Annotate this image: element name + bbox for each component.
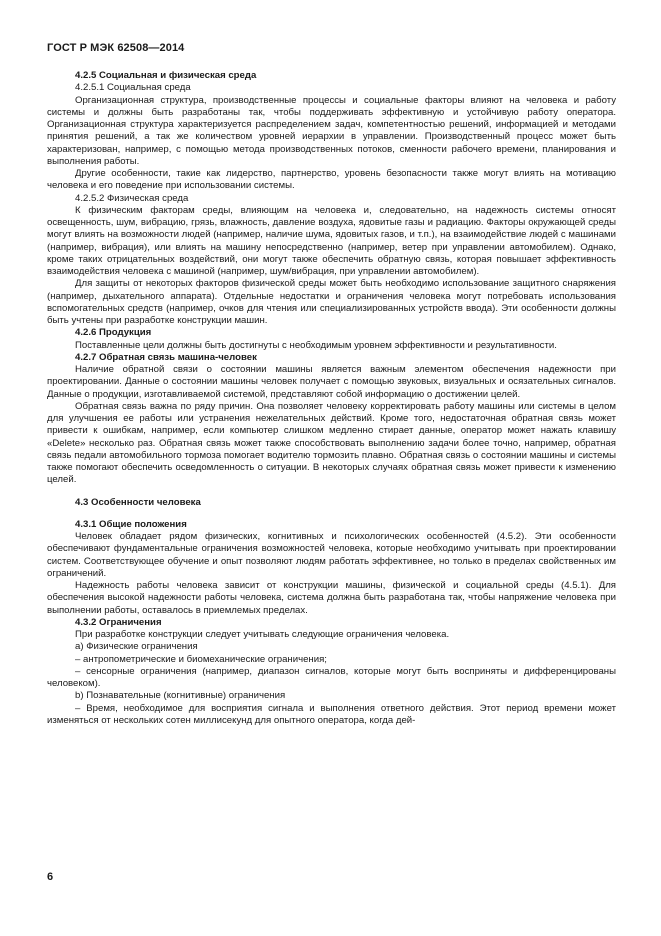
body-paragraph: Для защиты от некоторых факторов физической среды может быть необходимо использование защитного снаряжения (например, дыхательного аппарата). Отдельные недостатки и ограничения человека могут потребовать использования вспомогательных средств (например, очков для чтения или специализированных устройств ввода). Эти особенности должны быть учтены при разработке конструкции машин.	[47, 278, 616, 326]
body-paragraph: Человек обладает рядом физических, когнитивных и психологических особенностей (4.5.2). Эти особенности обеспечивают фундаментальные ограничения возможностей человека, которые необходимо учитывать при проектировании систем. Соответствующее обучение и опыт позволяют людям работать эффективнее, но только в пределах свойственных им ограничений.	[47, 531, 616, 579]
body-paragraph: – сенсорные ограничения (например, диапазон сигналов, которые могут быть восприняты и дифференцированы человеком).	[47, 665, 616, 689]
section-heading: 4.2.5 Социальная и физическая среда	[75, 70, 257, 81]
subsection-line: 4.2.5.1 Социальная среда	[75, 82, 191, 94]
body-paragraph: Наличие обратной связи о состоянии машины является важным элементом обеспечения надежности при проектировании. Данные о состоянии машины человек получает с помощью звуковых, визуальных и осязательных сигналов. Данные о продукции, изготавливаемой системой, представляют собой информацию о достижении целей.	[47, 364, 616, 400]
section-heading: 4.3.1 Общие положения	[75, 518, 187, 530]
body-paragraph: При разработке конструкции следует учитывать следующие ограничения человека.	[75, 629, 450, 640]
body-paragraph: Надежность работы человека зависит от конструкции машины, физической и социальной среды (4.5.1). Для обеспечения высокой надежности работы человека, система должна быть разработана так, чтобы напряжение человека при выполнении работы, оставалось в приемлемых пределах.	[47, 580, 616, 616]
subsection-line: а) Физические ограничения	[75, 641, 198, 653]
body-paragraph: Другие особенности, такие как лидерство, партнерство, уровень безопасности также могут влиять на мотивацию человека и его поведение при использовании системы.	[47, 168, 616, 192]
subsection-line: 4.2.5.2 Физическая среда	[75, 192, 189, 204]
body-paragraph: Организационная структура, производственные процессы и социальные факторы влияют на человека и работу системы и должны быть разработаны так, чтобы поддерживать эффективную и устойчивую работу оператора. Организационная структура характеризуется распределением задач, компетентностью решений, информацией и методами принятия решений, а так же количеством уровней иерархии в управлении. Производственный процесс может быть характеризован, например, с помощью метода производственных потоков, сменности рабочего времени, планирования и выполнения работы.	[47, 94, 616, 167]
section-heading: 4.2.7 Обратная связь машина-человек	[75, 351, 257, 363]
section-heading: 4.2.6 Продукция	[75, 327, 152, 339]
body-paragraph: Поставленные цели должны быть достигнуты с необходимым уровнем эффективности и результативности.	[75, 339, 557, 351]
body-paragraph: – Время, необходимое для восприятия сигнала и выполнения ответного действия. Этот период времени может изменяться от нескольких сотен миллисекунд для опытного оператора, когда дей-	[47, 702, 616, 726]
subsection-line: b) Познавательные (когнитивные) ограничения	[75, 690, 286, 702]
section-heading: 4.3.2 Ограничения	[75, 616, 162, 628]
document-header: ГОСТ Р МЭК 62508—2014	[47, 42, 185, 54]
section-heading: 4.3 Особенности человека	[75, 496, 201, 508]
page-number: 6	[47, 871, 54, 883]
body-paragraph: Обратная связь важна по ряду причин. Она позволяет человеку корректировать работу машины или системы в целом для улучшения ее работы или устранения нежелательных действий. Кроме того, недостаточная обратная связь может привести к ошибкам, например, если компьютер слишком медленно стирает данные, оператор может нажать клавишу «Delete» несколько раз. Обратная связь может также способствовать выполнению задачи более точно, например, обратная связь педали автомобильного тормоза помогает водителю тормозить плавно. Обратная связь о состоянии машины и системы также помогают обеспечить осведомленность о ситуации. В некоторых случаях обратная связь может привести к изменению целей.	[47, 400, 616, 486]
subsection-line: – антропометрические и биомеханические ограничения;	[75, 653, 327, 665]
body-paragraph: К физическим факторам среды, влияющим на человека и, следовательно, на надежность системы относят освещенность, шум, вибрацию, грязь, влажность, давление воздуха, ядовитые газы и радиацию. Факторы окружающей среды могут влиять на возможности людей (например, наличие шума, ядовитых газов, и т.п.), на взаимодействие людей с машинами (например, вибрация), или влиять на машину непосредственно (например, ветер при управлении автомобилем). Однако, кроме таких отрицательных воздействий, они могут также обеспечить обратную связь, которая повышает эффективность взаимодействия человека с машиной (например, шум/вибрация, при управлении автомобилем).	[47, 204, 616, 277]
document-body	[47, 70, 616, 727]
